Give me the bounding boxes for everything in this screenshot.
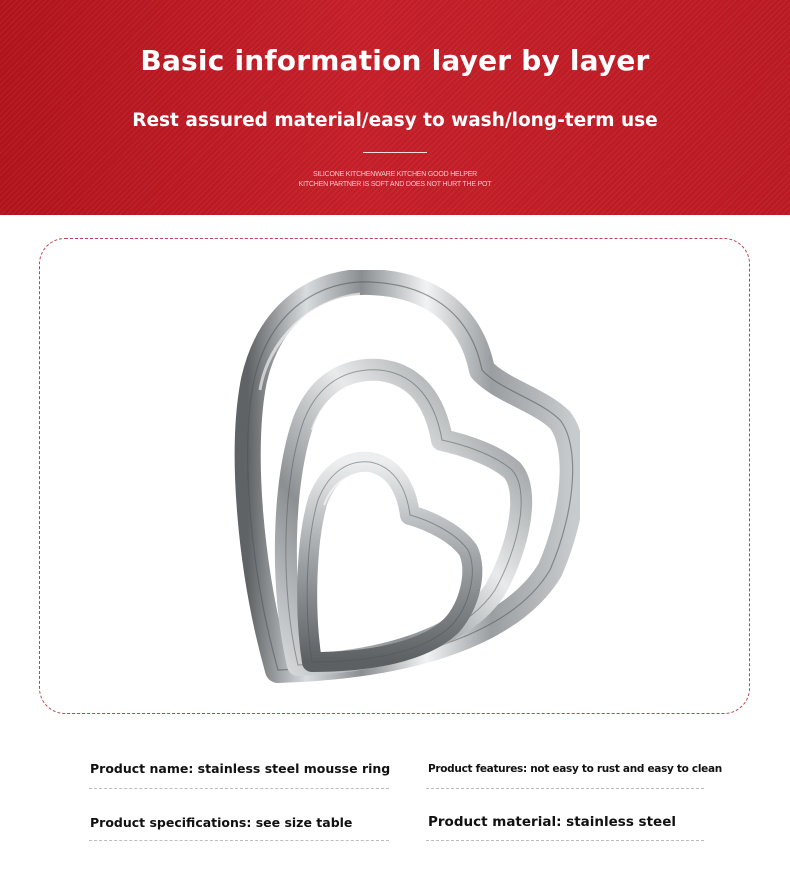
banner-divider: [363, 152, 427, 153]
product-specifications-label: Product specifications: see size table: [90, 815, 353, 830]
heart-mousse-rings-image: [220, 270, 580, 690]
product-name-label: Product name: stainless steel mousse ring: [90, 761, 391, 776]
header-banner: [0, 0, 790, 215]
info-divider: [89, 788, 389, 789]
product-features-label: Product features: not easy to rust and easy to clean: [428, 763, 722, 775]
info-divider: [89, 840, 389, 841]
banner-tagline-2: KITCHEN PARTNER IS SOFT AND DOES NOT HURT THE POT: [298, 181, 492, 188]
banner-subtitle: Rest assured material/easy to wash/long-term use: [132, 110, 658, 131]
banner-title: Basic information layer by layer: [140, 44, 650, 77]
info-divider: [426, 840, 704, 841]
banner-tagline-1: SILICONE KITCHENWARE KITCHEN GOOD HELPER: [312, 171, 478, 178]
product-material-label: Product material: stainless steel: [428, 814, 676, 830]
info-divider: [426, 788, 704, 789]
